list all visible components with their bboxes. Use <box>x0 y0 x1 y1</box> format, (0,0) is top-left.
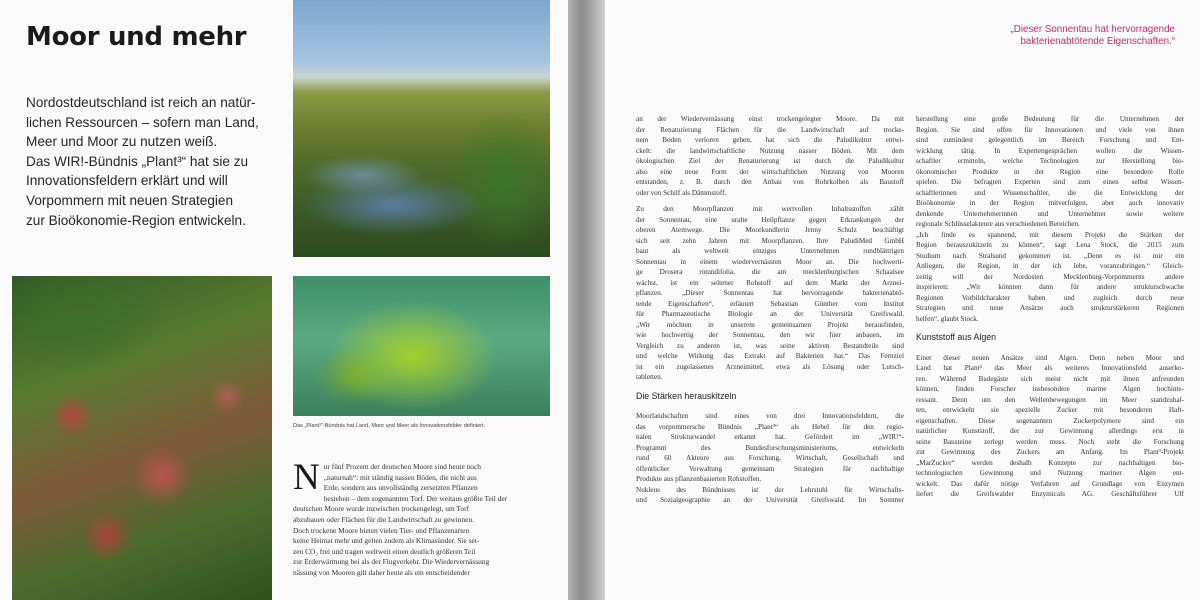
body-line: ressant. Denn um den Wellenbewegungen im Meer standzuhal- <box>916 395 1184 404</box>
body-line: und Sozialgeographie an der Universität Greifswald. Im Sommer <box>636 496 904 504</box>
body-line: seine Bausteine zerlegt werden muss. Noch steht die Forschung <box>916 437 1184 446</box>
lead-paragraph <box>26 93 272 230</box>
body-line: „Ich finde es spannend, mit diesem Projekt die Stärken der <box>916 230 1184 239</box>
article-headline: Moor und mehr <box>26 22 247 52</box>
underwater-algae-photo <box>293 276 550 416</box>
photo-caption: Das „Plant³“-Bündnis hat Land, Moor und Meer als Innovationsfelder definiert. <box>293 423 486 429</box>
body-line: abzubauen oder Flächen für die Landwirtschaft zu gewinnen. <box>293 514 474 524</box>
drop-cap: N <box>293 457 320 498</box>
body-line: Nukleus des Bündnisses ist der Lehrstuhl für Wirtschafts- <box>636 485 904 494</box>
body-line: wicklung tätig. In Expertengesprächen wollen die Wissen- <box>916 146 1184 155</box>
body-line: ten, entwickeln sie spezielle Zucker mit besonderen Haft- <box>916 406 1184 414</box>
lead-line: zur Bioökonomie-Region entwickeln. <box>26 212 246 228</box>
body-line: ckelt: die landwirtschaftliche Nutzung nasser Böden. Mit dem <box>636 146 904 155</box>
body-line: Zu den Moorpflanzen mit wertvollen Inhaltsstoffen zählt <box>636 205 904 213</box>
sundew-photo <box>12 276 272 600</box>
body-line: pflanzen. „Dieser Sonnentau hat hervorragende bakterienabtö- <box>636 289 904 297</box>
lead-line: Vorpommern mit neuen Strategien <box>26 192 234 208</box>
body-line: nem Boden verloren gehen, hat sich die Paludikultur entwi- <box>636 136 904 144</box>
body-line: schaftlerinnen und Wissenschaftler, die die Entwicklung der <box>916 188 1184 197</box>
body-line: nässung von Mooren gilt daher heute als ein entscheidender <box>293 567 470 577</box>
body-line: regionale Schlüsselakteure aus verschiedenen Bereichen. <box>916 220 1080 228</box>
body-line: „MarZucker“ werden deshalb Konzepte zur nachhaltigen bio- <box>916 458 1184 467</box>
body-line: Programm des Bundesforschungsministeriums, entwickeln <box>636 443 904 452</box>
body-line: nalen Strukturwandel erkannt hat. Gefördert im „WIR!“- <box>636 433 904 441</box>
body-line: Region. Sie sind offen für Innovationen und viele von ihnen <box>916 125 1184 134</box>
body-line: helfen“, glaubt Stock. <box>916 314 979 323</box>
section-subhead: Kunststoff aus Algen <box>916 332 997 342</box>
body-line: ist ein zugelassenes Arzneimittel, etwa als Lösung oder Lutsch- <box>636 362 904 371</box>
body-line: keine Heimat mehr und gelten zudem als Klimasünder. Sie set- <box>293 536 480 546</box>
book-gutter <box>568 0 605 600</box>
body-line: eigenschaften. Diese sogenannten Zuckerpolymere sind ein <box>916 416 1184 425</box>
body-line: für Pharmazeutische Biologie an der Universität Greifswald. <box>636 310 904 318</box>
body-line: oberen Atemwege. Die Moorkundlerin Jenny Schulz beschäftigt <box>636 226 904 234</box>
section-subhead: Die Stärken herauskitzeln <box>636 390 737 401</box>
body-line: Bioökonomie in der Region mitverfolgen, aber auch innovativ <box>916 199 1184 207</box>
lead-line: Das WIR!-Bündnis „Plant³“ hat sie zu <box>26 153 249 169</box>
body-line: Strategien und neue Ansätze auch strukturstärkeren Regionen <box>916 304 1184 312</box>
body-line: tabletten. <box>636 373 663 381</box>
body-line: Anliegen, die Region, in der ich lebe, voranzubringen.“ Gleich- <box>916 262 1184 270</box>
body-line: an der Wiedervernässung einst trockengelegter Moore. Da mit <box>636 115 904 123</box>
body-line: wie hochwertig der Sonnentau, den wir hier anbauen, im <box>636 331 904 339</box>
body-line: wickelt. Das dafür nötige Verfahren auf Grundlage von Enzymen <box>916 479 1184 488</box>
body-line: Moorlandschaften sind eines von drei Innovationsfeldern, die <box>636 412 904 420</box>
body-line: herstellung eine große Bedeutung für die Unternehmen der <box>916 115 1184 123</box>
body-line: ökonomischer Produkte in der Region eine besondere Rolle <box>916 167 1184 176</box>
lead-line: Meer und Moor zu nutzen weiß. <box>26 134 218 150</box>
right-column-b <box>916 114 1184 500</box>
moorland-photo <box>293 0 550 257</box>
body-line: Region herauszukitzeln zu können“, sagt Lena Stock, die 2015 zum <box>916 241 1184 249</box>
body-line: Vergleich zu anderen ist, was seine aktiven Bestandteile sind <box>636 341 904 350</box>
body-line: der Sonnentau, eine uralte Heilpflanze gegen Erkrankungen der <box>636 215 904 224</box>
body-line: inspirieren: „Wir könnten dann für andere strukturschwache <box>916 283 1184 291</box>
body-line: tende Eigenschaften“, erläutert Sebastian Günther vom Institut <box>636 299 904 308</box>
body-line: Doch trockene Moore bieten vielen Tier- und Pflanzenarten <box>293 525 470 535</box>
body-line: technologischen Gewinnung und Nutzung mariner Algen ent- <box>916 469 1184 477</box>
body-line: Regionen Vorbildcharakter haben und zugleich durch neue <box>916 293 1184 302</box>
body-line: ökologischen Ziel der Renaturierung ist durch die Paludikultur <box>636 157 904 165</box>
body-line: Studium nach Stralsund gekommen ist. „Denn es ist mir ein <box>916 251 1184 260</box>
body-line: spielen. Die befragten Experten sind zum einen selbst Wissen- <box>916 178 1184 186</box>
body-line: zen CO₂ frei und tragen weltweit einen deutlich größeren Teil <box>293 546 476 556</box>
body-line: oder von Schilf als Dämmstoff. <box>636 188 727 197</box>
body-line: liefert die Greifswalder Enzymicals AG. Geschäftsführer Ulf <box>916 490 1184 498</box>
body-line: Land hat Plant³ das Meer als weiteres Innovationsfeld auserko- <box>916 364 1184 372</box>
body-line: Einer dieser neuen Ansätze sind Algen. Denn neben Moor und <box>916 353 1184 362</box>
body-line: Sonnentau in einem wiedervernässten Moor an. Die hochwerti- <box>636 257 904 266</box>
body-line: entstanden, z. B. durch den Anbau von Rohrkolben als Baustoff <box>636 178 904 186</box>
left-page <box>0 0 568 600</box>
body-line: öffentlicher Verwaltung gemeinsam Strategien für nachhaltige <box>636 464 904 473</box>
body-line: der Renaturierung Flächen für die Landwirtschaft auf trocke- <box>636 125 904 134</box>
body-line: baut als weltweit einziges Unternehmen rundblättrigen <box>636 247 904 255</box>
body-line: denkende Unternehmerinnen und Unternehmer sowie weitere <box>916 209 1184 218</box>
body-line: das vorpommersche Bündnis „Plant³“ als Hebel für den regio- <box>636 422 904 431</box>
body-line: sind zumindest gelegentlich im Bereich Forschung und Ent- <box>916 136 1184 144</box>
body-line: natürlicher Kunststoff, der zur Gewinnung allerdings erst in <box>916 427 1184 435</box>
body-line: Erde, sondern aus unvollständig zersetzten Pflanzen <box>323 483 478 493</box>
body-line: rund 60 Akteure aus Forschung, Wirtschaft, Gesellschaft und <box>636 454 904 462</box>
body-line: sich seit zehn Jahren mit Moorpflanzen. Ihre PaludiMed GmbH <box>636 236 904 245</box>
body-line: zur Erderwärmung bei als der Flugverkehr. Die Wiedervernässung <box>293 557 490 567</box>
body-line: und welche Wirkung das Extrakt auf Bakterien hat.“ Das Fernziel <box>636 352 904 360</box>
body-line: bestehen – dem sogenannten Torf. Der weitaus größte Teil der <box>323 493 508 503</box>
body-line: also eine neue Form der wirtschaftlichen Nutzung von Mooren <box>636 167 904 176</box>
body-line: „naturnah“: mit ständig nassen Böden, die nicht aus <box>323 472 477 482</box>
left-body-text <box>293 457 550 579</box>
body-line: ur fünf Prozent der deutschen Moore sind heute noch <box>323 462 481 471</box>
lead-line: Innovationsfeldern erklärt und will <box>26 173 228 189</box>
pull-quote: „Dieser Sonnentau hat hervorragende bakterienabtötende Eigenschaften.“ <box>1010 24 1175 47</box>
body-line: schaftler ermitteln, welche Technologien zur Herstellung bio- <box>916 157 1184 165</box>
lead-line: Nordostdeutschland ist reich an natür- <box>26 95 256 110</box>
body-line: zeitig will der Nordosten Mecklenburg-Vorpommerns andere <box>916 272 1184 281</box>
body-line: wächst, ist ein seltener Rohstoff auf dem Markt der Arznei- <box>636 278 904 287</box>
right-column-a <box>636 114 904 506</box>
body-line: zur Gewinnung des Zuckers am Anfang. Im Plant³-Projekt <box>916 448 1184 456</box>
body-line: Produkte aus pflanzenbasierten Rohstoffen. <box>636 475 762 483</box>
body-line: ren. Während Badegäste sich meist nicht mit ihnen anfreunden <box>916 374 1184 383</box>
body-line: deutschen Moore wurde inzwischen trockengelegt, um Torf <box>293 504 470 514</box>
body-line: ge Drosera rotundifolia, die am mecklenburgischen Schaalsee <box>636 268 904 276</box>
lead-line: lichen Ressourcen – sofern man Land, <box>26 114 259 130</box>
body-line: können, finden Forscher insbesondere marine Algen hochinte- <box>916 385 1184 393</box>
body-line: „Wir möchten in unserem gemeinsamen Projekt herausfinden, <box>636 320 904 329</box>
